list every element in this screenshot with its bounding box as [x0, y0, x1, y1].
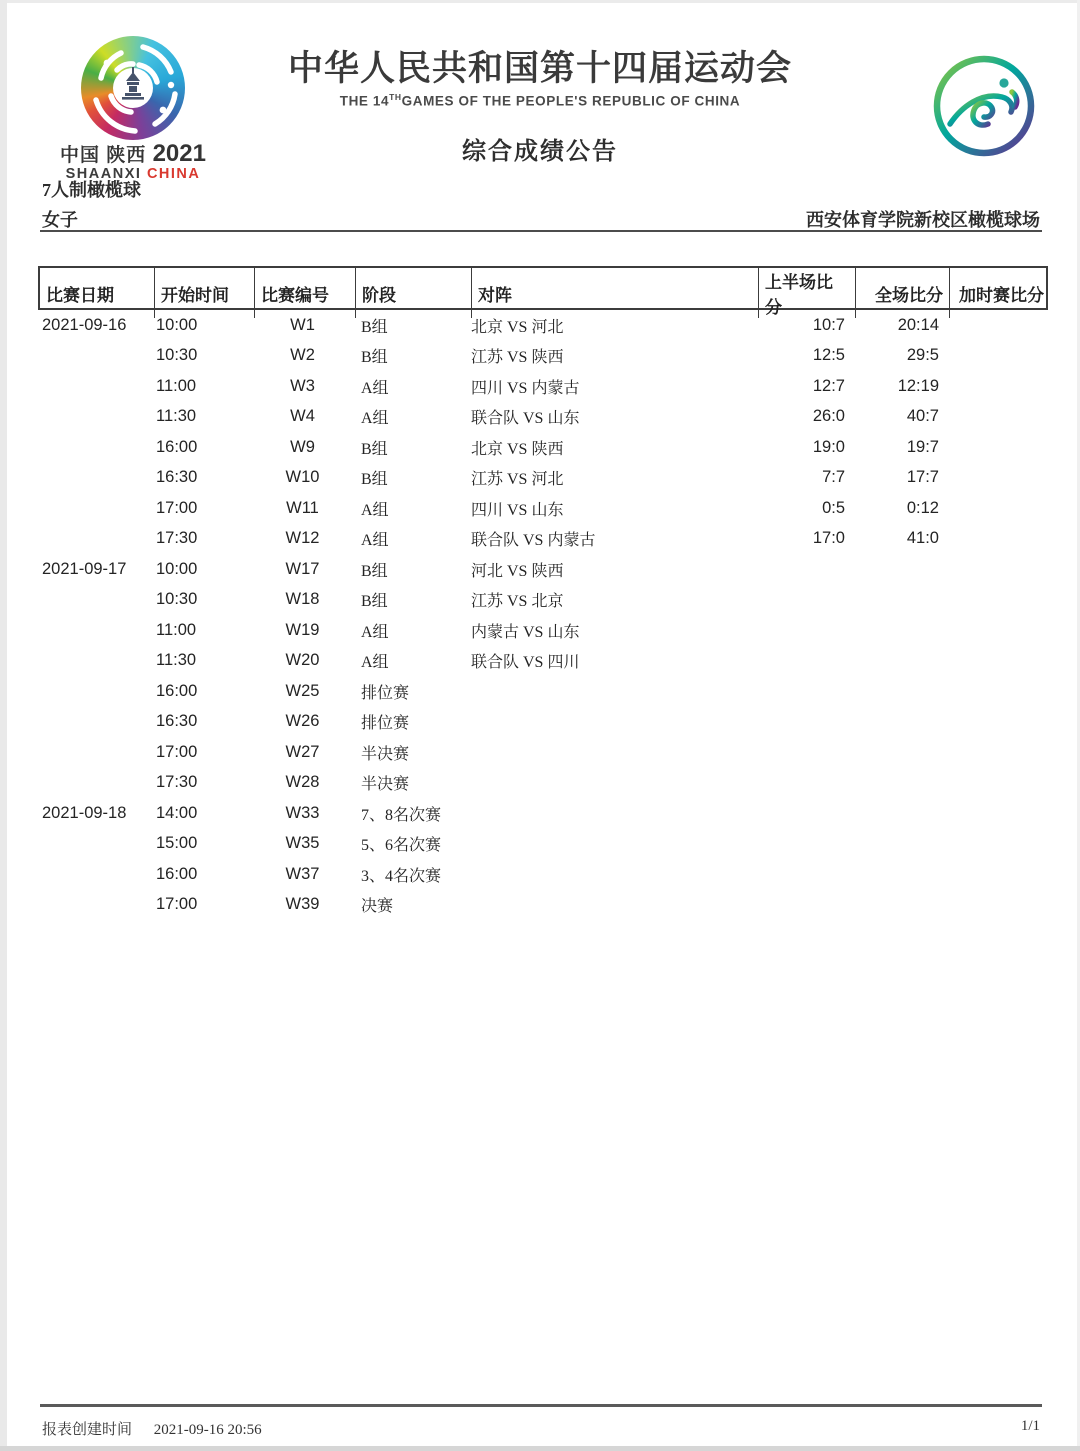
- cell-half-score: 0:5: [822, 498, 845, 517]
- page-number: 1/1: [1020, 1418, 1040, 1434]
- cell-time: 16:30: [156, 712, 198, 731]
- cell-time: 16:00: [156, 864, 198, 883]
- table-header-row: [38, 266, 1048, 317]
- table-row: [38, 615, 1048, 646]
- cell-stage: 5、6名次赛: [361, 837, 442, 855]
- cell-date: 2021-09-17: [42, 559, 127, 578]
- cell-half-score: 10:7: [812, 315, 845, 334]
- header-divider: [40, 230, 1042, 232]
- cell-time: 14:00: [156, 803, 198, 822]
- table-row: [38, 707, 1048, 738]
- emblem-lockup-line1: 中国 陕西 2021: [60, 140, 206, 167]
- table-row: [38, 402, 1048, 433]
- cell-time: 11:00: [156, 376, 197, 395]
- cell-match: W35: [285, 834, 320, 853]
- cell-stage: A组: [361, 654, 389, 672]
- cell-date: 2021-09-18: [42, 803, 127, 822]
- cell-stage: 7、8名次赛: [361, 806, 442, 824]
- cell-half-score: 19:0: [812, 437, 845, 456]
- cell-match: W26: [285, 712, 320, 731]
- cell-teams: 联合队 VS 四川: [471, 654, 580, 672]
- cell-match: W9: [290, 437, 315, 456]
- cell-match: W10: [285, 468, 320, 487]
- table-row: [38, 585, 1048, 616]
- cell-half-score: 12:5: [812, 346, 845, 365]
- cell-half-score: 7:7: [822, 468, 845, 487]
- cell-stage: 3、4名次赛: [361, 867, 442, 885]
- cell-match: W12: [285, 529, 320, 548]
- table-row: [38, 890, 1048, 921]
- scan-edge-top: [0, 0, 1080, 3]
- cell-full-score: 17:7: [906, 468, 939, 487]
- report-created-label: 报表创建时间: [42, 1422, 133, 1438]
- cell-match: W27: [285, 742, 320, 761]
- cell-teams: 北京 VS 河北: [471, 318, 564, 336]
- col-header-match: 比赛编号: [254, 268, 355, 318]
- cell-time: 15:00: [156, 834, 198, 853]
- cell-match: W11: [286, 498, 319, 517]
- results-table: [38, 266, 1048, 920]
- table-body: [38, 310, 1048, 920]
- table-row: [38, 493, 1048, 524]
- cell-stage: 排位赛: [361, 684, 410, 702]
- col-header-teams: 对阵: [471, 268, 758, 318]
- page-title: 中华人民共和国第十四届运动会: [287, 49, 792, 88]
- cell-match: W28: [285, 773, 320, 792]
- cell-time: 10:30: [156, 590, 198, 609]
- cell-stage: A组: [361, 532, 389, 550]
- cell-match: W1: [290, 315, 315, 334]
- table-row: [38, 646, 1048, 677]
- cell-time: 10:00: [156, 315, 198, 334]
- report-created-time: 2021-09-16 20:56: [153, 1422, 262, 1438]
- col-header-time: 开始时间: [154, 268, 254, 318]
- cell-stage: A组: [361, 501, 389, 519]
- cell-time: 11:30: [156, 407, 197, 426]
- cell-teams: 内蒙古 VS 山东: [471, 623, 580, 641]
- cell-stage: B组: [361, 440, 388, 458]
- cell-stage: 半决赛: [361, 776, 410, 794]
- venue-name: 西安体育学院新校区橄榄球场: [806, 210, 1040, 230]
- cell-stage: A组: [361, 410, 389, 428]
- table-row: [38, 524, 1048, 555]
- cell-match: W4: [290, 407, 315, 426]
- cell-time: 10:00: [156, 559, 198, 578]
- emblem-lockup-line2: SHAANXI CHINA: [65, 166, 201, 182]
- cell-full-score: 41:0: [906, 529, 939, 548]
- cell-full-score: 0:12: [906, 498, 939, 517]
- cell-match: W25: [285, 681, 320, 700]
- table-row: [38, 554, 1048, 585]
- cell-match: W3: [290, 376, 315, 395]
- cell-teams: 河北 VS 陕西: [471, 562, 564, 580]
- page-subtitle-en: THE 14THGAMES OF THE PEOPLE'S REPUBLIC OF CHINA: [339, 92, 741, 109]
- cell-stage: A组: [361, 379, 389, 397]
- cell-match: W2: [290, 346, 315, 365]
- cell-teams: 江苏 VS 北京: [471, 593, 564, 611]
- table-row: [38, 859, 1048, 890]
- col-header-date: 比赛日期: [46, 285, 114, 305]
- col-header-full: 全场比分: [855, 268, 949, 318]
- cell-stage: A组: [361, 623, 389, 641]
- col-header-half: 上半场比分: [758, 268, 855, 318]
- cell-stage: B组: [361, 593, 388, 611]
- cell-time: 10:30: [156, 346, 198, 365]
- cell-time: 17:30: [156, 773, 198, 792]
- table-row: [38, 676, 1048, 707]
- cell-teams: 四川 VS 山东: [471, 501, 564, 519]
- cell-stage: 排位赛: [361, 715, 410, 733]
- event-gender: 女子: [42, 210, 78, 230]
- cell-full-score: 20:14: [897, 315, 939, 334]
- table-row: [38, 829, 1048, 860]
- cell-half-score: 12:7: [812, 376, 845, 395]
- table-row: [38, 737, 1048, 768]
- footer-divider: [40, 1404, 1042, 1407]
- rugby-sevens-pictogram-icon: [928, 50, 1040, 162]
- cell-match: W20: [285, 651, 320, 670]
- cell-full-score: 19:7: [906, 437, 939, 456]
- cell-half-score: 17:0: [812, 529, 845, 548]
- cell-time: 16:00: [156, 437, 198, 456]
- table-row: [38, 768, 1048, 799]
- cell-full-score: 29:5: [906, 346, 939, 365]
- report-created: [42, 1418, 262, 1439]
- cell-time: 17:30: [156, 529, 198, 548]
- cell-stage: 半决赛: [361, 745, 410, 763]
- cell-stage: B组: [361, 471, 388, 489]
- col-header-ot: 加时赛比分: [949, 268, 1050, 318]
- cell-teams: 联合队 VS 内蒙古: [471, 532, 596, 550]
- table-row: [38, 341, 1048, 372]
- cell-time: 11:00: [156, 620, 197, 639]
- cell-teams: 江苏 VS 河北: [471, 471, 564, 489]
- cell-stage: 决赛: [361, 898, 394, 916]
- cell-full-score: 40:7: [906, 407, 939, 426]
- cell-match: W33: [285, 803, 320, 822]
- cell-stage: B组: [361, 318, 388, 336]
- table-row: [38, 798, 1048, 829]
- cell-full-score: 12:19: [897, 376, 939, 395]
- cell-time: 17:00: [156, 498, 198, 517]
- cell-teams: 北京 VS 陕西: [471, 440, 564, 458]
- table-row: [38, 371, 1048, 402]
- scan-edge-bottom: [0, 1446, 1080, 1451]
- cell-teams: 四川 VS 内蒙古: [471, 379, 580, 397]
- cell-time: 17:00: [156, 895, 198, 914]
- cell-date: 2021-09-16: [42, 315, 127, 334]
- cell-time: 16:30: [156, 468, 198, 487]
- cell-match: W19: [285, 620, 320, 639]
- cell-match: W37: [285, 864, 320, 883]
- cell-time: 11:30: [156, 651, 197, 670]
- cell-time: 17:00: [156, 742, 198, 761]
- cell-stage: B组: [361, 349, 388, 367]
- cell-teams: 联合队 VS 山东: [471, 410, 580, 428]
- cell-match: W18: [285, 590, 320, 609]
- scan-edge-left: [0, 0, 7, 1451]
- bulletin-title: 综合成绩公告: [462, 138, 618, 165]
- cell-time: 16:00: [156, 681, 198, 700]
- cell-match: W39: [285, 895, 320, 914]
- sport-name: 7人制橄榄球: [42, 180, 141, 200]
- table-row: [38, 463, 1048, 494]
- col-header-stage: 阶段: [355, 268, 471, 318]
- cell-stage: B组: [361, 562, 388, 580]
- cell-match: W17: [285, 559, 320, 578]
- cell-half-score: 26:0: [812, 407, 845, 426]
- cell-teams: 江苏 VS 陕西: [471, 349, 564, 367]
- table-row: [38, 432, 1048, 463]
